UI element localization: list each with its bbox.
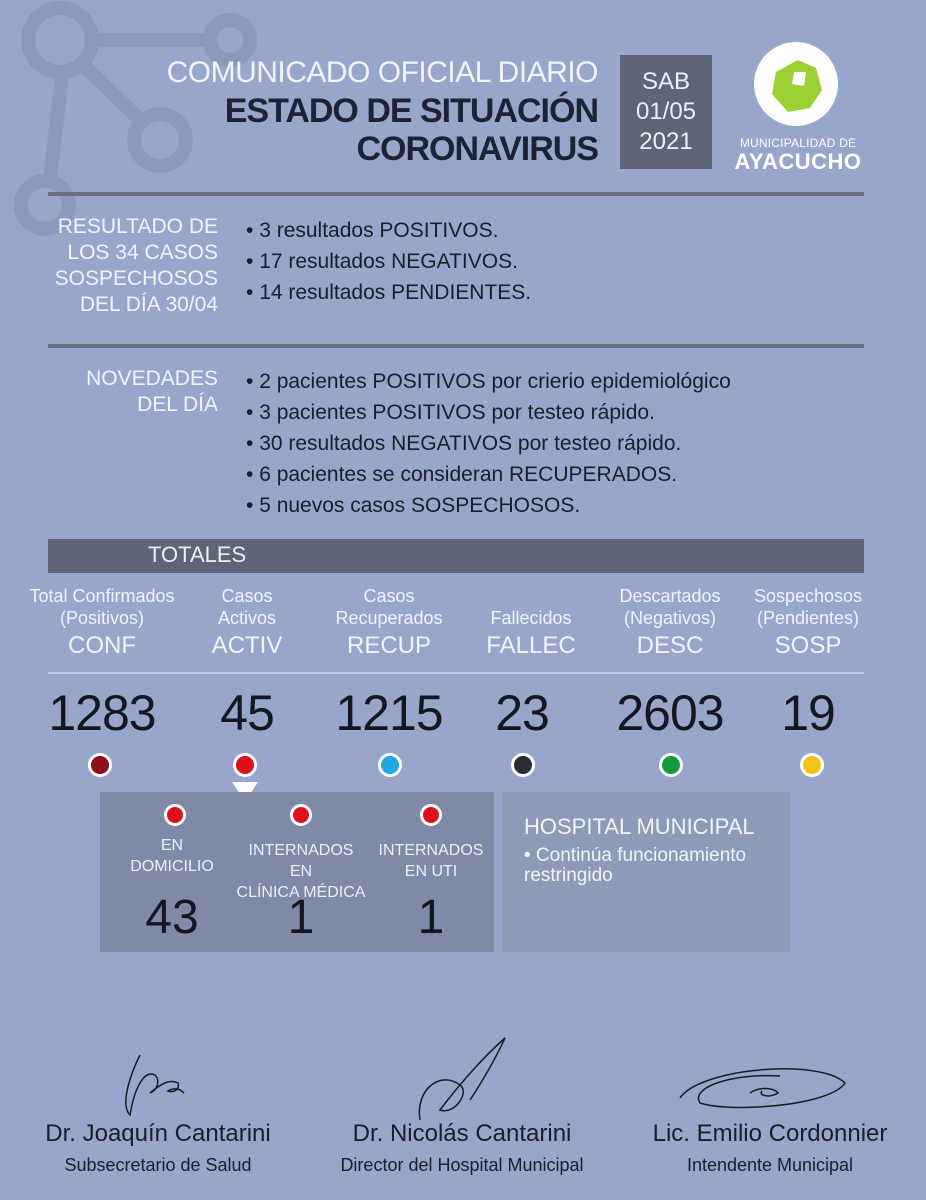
signature-role-1: Subsecretario de Salud	[64, 1155, 252, 1175]
status-dot-fallec	[511, 753, 535, 777]
header-subtitle: COMUNICADO OFICIAL DIARIO	[166, 56, 598, 89]
list-item: • 14 resultados PENDIENTES.	[246, 277, 531, 308]
total-value-activ: 45	[220, 685, 274, 741]
status-dot-activ	[233, 753, 257, 777]
total-value-conf: 1283	[48, 685, 156, 741]
red-dot-icon	[164, 804, 186, 826]
list-item: • 5 nuevos casos SOSPECHOSOS.	[246, 490, 731, 521]
breakdown-value-uti: 1	[417, 891, 445, 944]
divider	[48, 192, 864, 196]
municipality-logo	[754, 42, 838, 126]
logo-text-line2: AYACUCHO	[734, 149, 862, 174]
total-code: CONF	[68, 632, 136, 659]
results-label: RESULTADO DE LOS 34 CASOS SOSPECHOSOS DEL DÍA 30/04	[54, 215, 218, 316]
totals-title: TOTALES	[148, 542, 247, 567]
list-item: • 30 resultados NEGATIVOS por testeo rápido.	[246, 428, 731, 459]
signature-scribble-3	[670, 1058, 860, 1118]
total-value-recup: 1215	[335, 685, 443, 741]
logo-shape-icon	[754, 42, 838, 126]
breakdown-label-clinica: INTERNADOS EN CLÍNICA MÉDICA	[236, 842, 366, 901]
total-code: FALLEC	[486, 632, 576, 659]
total-column-sosp: Sospechosos (Pendientes) SOSP	[728, 585, 888, 660]
breakdown-value-domicilio: 43	[145, 891, 199, 944]
red-dot-icon	[420, 804, 442, 826]
signature-name-1: Dr. Joaquín Cantarini	[45, 1120, 271, 1147]
status-dot-conf	[88, 753, 112, 777]
divider	[48, 344, 864, 348]
status-dot-recup	[378, 753, 402, 777]
breakdown-label-domicilio: EN DOMICILIO	[130, 837, 214, 875]
total-column-recup: Casos Recuperados RECUP	[309, 585, 469, 660]
total-column-conf: Total Confirmados (Positivos) CONF	[22, 585, 182, 660]
signature-scribble-2	[400, 1030, 520, 1130]
total-code: SOSP	[774, 632, 842, 659]
total-value-desc: 2603	[616, 685, 724, 741]
red-dot-icon	[290, 804, 312, 826]
total-code: RECUP	[346, 632, 431, 659]
status-dot-sosp	[800, 753, 824, 777]
signature-role-3: Intendente Municipal	[686, 1155, 854, 1175]
logo-text-line1: MUNICIPALIDAD DE	[739, 136, 857, 150]
list-item: • 3 resultados POSITIVOS.	[246, 215, 531, 246]
signature-name-2: Dr. Nicolás Cantarini	[352, 1120, 572, 1147]
total-column-fallec: Fallecidos FALLEC	[451, 607, 611, 660]
breakdown-value-clinica: 1	[287, 891, 315, 944]
list-item: • 3 pacientes POSITIVOS por testeo rápido.	[246, 397, 731, 428]
list-item: • 2 pacientes POSITIVOS por crierio epidemiológico	[246, 366, 731, 397]
date-daymonth: 01/05	[635, 98, 697, 125]
signature-scribble-1	[100, 1045, 200, 1125]
total-value-fallec: 23	[495, 685, 549, 741]
list-item: • 17 resultados NEGATIVOS.	[246, 246, 531, 277]
total-column-desc: Descartados (Negativos) DESC	[590, 585, 750, 660]
date-year: 2021	[639, 128, 693, 155]
list-item: • 6 pacientes se consideran RECUPERADOS.	[246, 459, 731, 490]
date-box	[620, 55, 712, 169]
signature-role-2: Director del Hospital Municipal	[340, 1155, 584, 1175]
status-dot-desc	[659, 753, 683, 777]
total-code: DESC	[636, 632, 704, 659]
header-title-line2: CORONAVIRUS	[356, 130, 598, 168]
hospital-item: • Continúa funcionamiento restringido	[524, 845, 747, 886]
date-weekday: SAB	[641, 68, 691, 95]
totals-divider	[48, 672, 864, 674]
results-list	[246, 215, 531, 308]
news-list	[246, 366, 731, 521]
total-value-sosp: 19	[781, 685, 835, 741]
total-code: ACTIV	[211, 632, 283, 659]
hospital-title: HOSPITAL MUNICIPAL	[524, 814, 755, 839]
header-title-line1: ESTADO DE SITUACIÓN	[224, 92, 598, 130]
total-column-activ: Casos Activos ACTIV	[167, 585, 327, 660]
news-label: NOVEDADES DEL DÍA	[86, 367, 218, 416]
breakdown-label-uti: INTERNADOS EN UTI	[378, 842, 484, 880]
signature-name-3: Lic. Emilio Cordonnier	[652, 1120, 888, 1147]
